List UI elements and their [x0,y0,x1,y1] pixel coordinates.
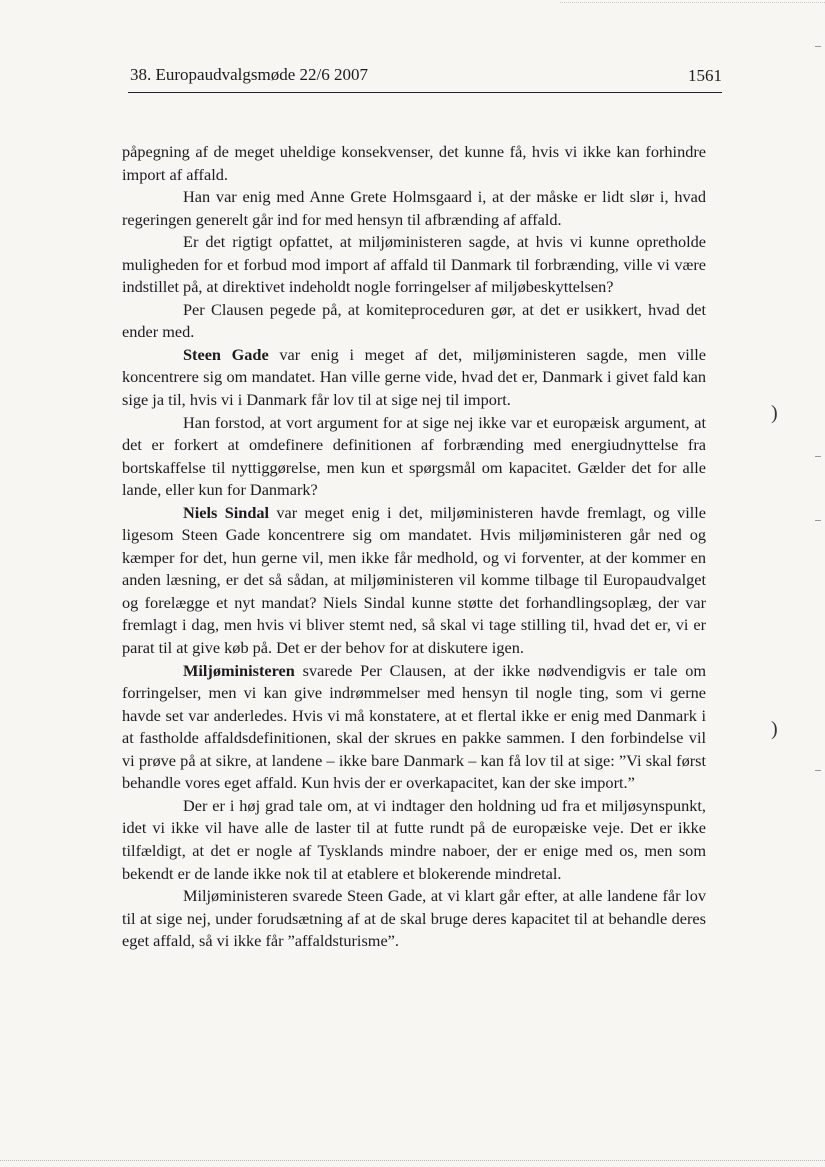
speaker-name: Niels Sindal [183,502,270,522]
speaker-name: Steen Gade [183,344,269,364]
header-title: 38. Europaudvalgsmøde 22/6 2007 [130,65,368,84]
paragraph [122,344,706,412]
paragraph [122,412,706,502]
margin-mark: ) [771,402,778,424]
paragraph-text: Er det rigtigt opfattet, at miljøministeren sagde, at hvis vi kunne opretholde muligheden for et forbud mod import af affald til Danmark til forbrænding, ville vi være indstillet på, at direktivet indeholdt nogle forringelser af miljøbeskyttelsen? [122,232,706,297]
paragraph [122,141,706,186]
paragraph-text: påpegning af de meget uheldige konsekvenser, det kunne få, hvis vi ikke kan forhindre import af affald. [122,142,706,184]
paragraph [122,502,706,660]
margin-mark: ) [771,718,778,740]
paragraph-text: svarede Per Clausen, at der ikke nødvendigvis er tale om forringelser, men vi kan give indrømmelser med hensyn til nogle ting, som vi gerne havde set var anderledes. Hvis vi må konstatere, at et flertal ikke er enig med Danmark i at fastholde affaldsdefinitionen, skal der skrues en pakke sammen. I den forbindelse vil vi prøve på at sikre, at landene – ikke bare Danmark – kan få lov til at sige: ”Vi skal først behandle vores eget affald. Kun hvis der er overkapacitet, kan der ske import.” [122,660,706,793]
scan-edge-bottom [0,1160,825,1162]
page-number: 1561 [688,66,722,85]
paragraph-text: var meget enig i det, miljøministeren havde fremlagt, og ville ligesom Steen Gade koncentrere sig om mandatet. Hvis miljøministeren går ned og kæmper for det, hun gerne vil, men ikke får medhold, og vi forventer, at der kommer en anden læsning, er det så sådan, at miljøministeren vil komme tilbage til Europaudvalget og forelægge et nyt mandat? Niels Sindal kunne støtte det forhandlingsoplæg, der var fremlagt i dag, men hvis vi bliver stemt ned, så skal vi tage stilling til, hvad det er, vi er parat til at give køb på. Det er der behov for at diskutere igen. [122,502,706,658]
scan-artifact [815,46,821,47]
paragraph-text: Per Clausen pegede på, at komiteproceduren gør, at det er usikkert, hvad det ender med. [122,299,706,342]
speaker-name: Miljøministeren [183,660,295,680]
scan-artifact [815,520,821,521]
paragraph [122,885,706,953]
paragraph [122,299,706,344]
paragraph-text: var enig i meget af det, miljøministeren sagde, men ville koncentrere sig om mandatet. Han ville gerne vide, hvad det er, Danmark i givet fald kan sige ja til, hvis vi i Danmark får lov til at sige nej til import. [122,344,707,410]
paragraph-text: Miljøministeren svarede Steen Gade, at vi klart går efter, at alle landene får lov til at sige nej, under forudsætning af at de skal bruge deres kapacitet til at behandle deres eget affald, så vi ikke får ”affaldsturisme”. [122,886,706,951]
scan-artifact [815,770,821,771]
scan-artifact [815,456,821,457]
paragraph [122,186,706,231]
paragraph [122,231,706,299]
paragraph [122,660,706,795]
paragraph [122,795,706,885]
paragraph-text: Der er i høj grad tale om, at vi indtager den holdning ud fra et miljøsynspunkt, idet vi ikke vil have alle de laster til at futte rundt på de europæiske veje. Det er ikke tilfældigt, at det er nogle af Tysklands mindre naboer, der er enige med os, men som bekendt er de lande ikke nok til at etablere et blokerende mindretal. [122,795,706,883]
page-header [128,62,722,93]
paragraph-text: Han var enig med Anne Grete Holmsgaard i, at der måske er lidt slør i, hvad regeringen generelt går ind for med hensyn til afbrænding af affald. [122,187,706,229]
body-text [122,141,706,953]
scan-edge-top [560,2,825,4]
paragraph-text: Han forstod, at vort argument for at sige nej ikke var et europæisk argument, at det er forkert at omdefinere definitionen af forbrænding med energiudnyttelse fra bortskaffelse til nyttiggørelse, men kun et spørgsmål om kapacitet. Gælder det for alle lande, eller kun for Danmark? [122,412,706,500]
